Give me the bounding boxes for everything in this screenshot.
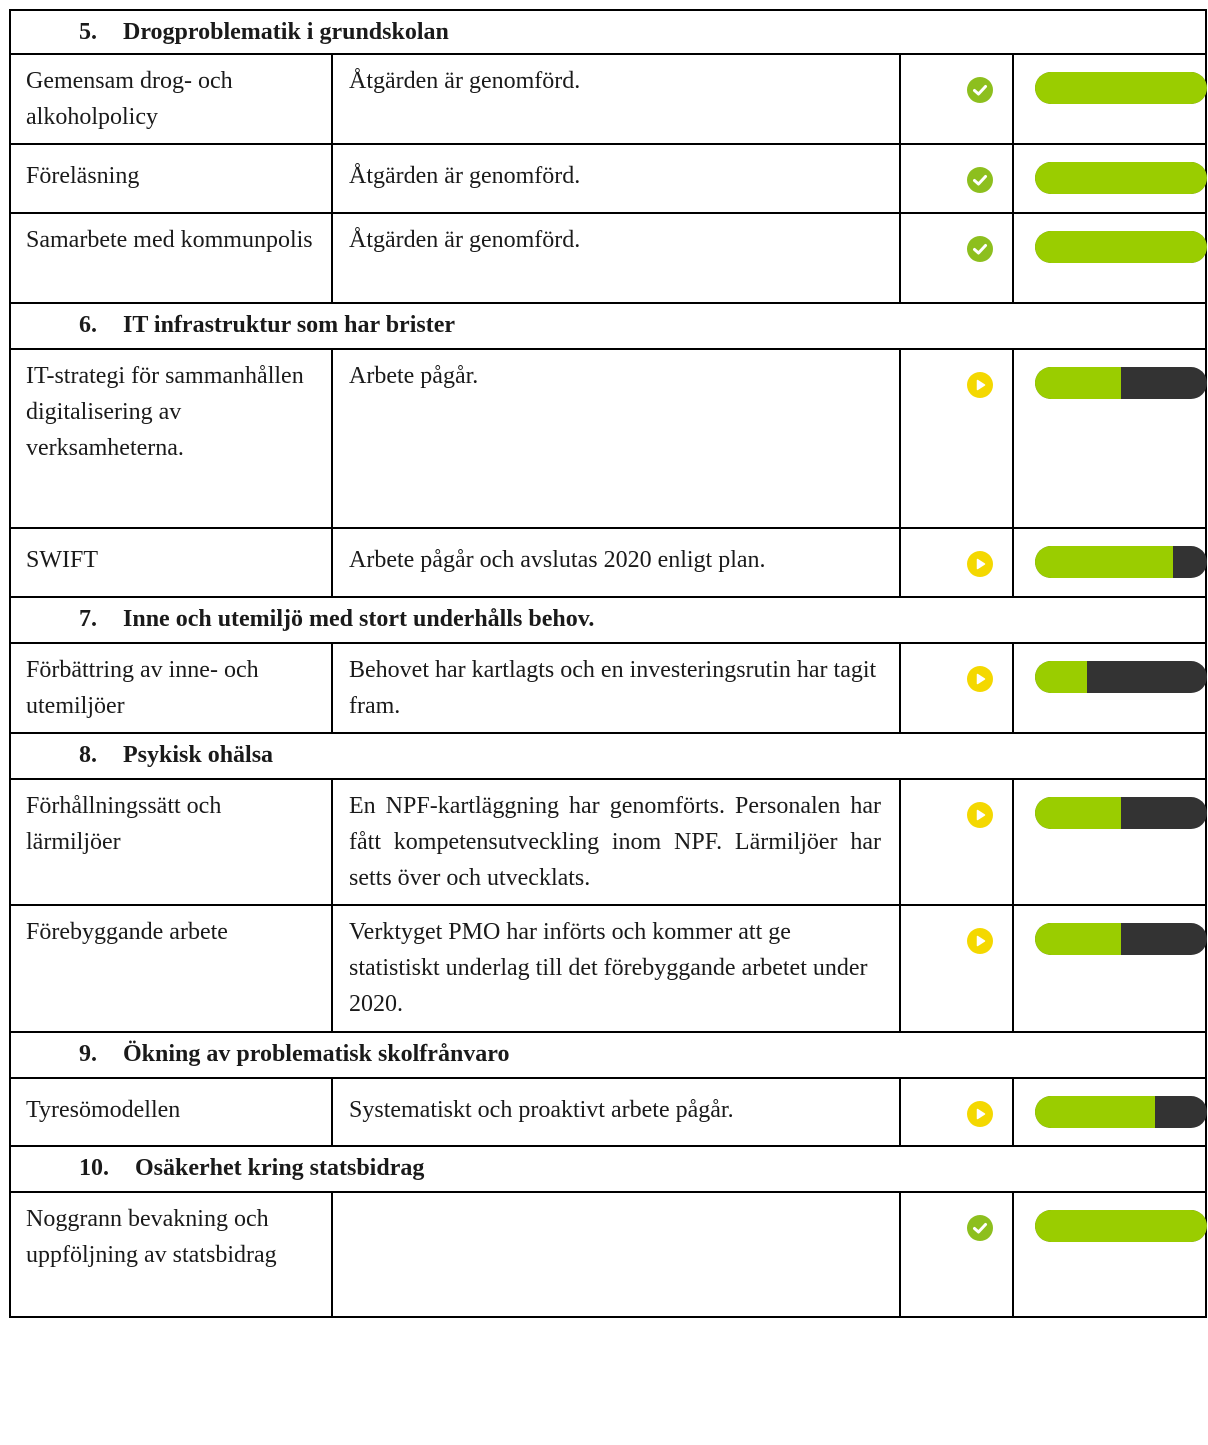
status-cell [899,644,1012,732]
progress-bar-fill [1035,72,1207,104]
status-cell [899,214,1012,302]
section-header [9,1147,1207,1193]
status-cell [899,1193,1012,1316]
status-cell [899,780,1012,904]
play-icon [967,551,993,577]
status-cell [899,350,1012,527]
section-number: 9. [79,1041,97,1067]
comment-cell: Åtgärden är genomförd. [331,214,899,302]
measure-cell: IT-strategi för sammanhållen digitalisering av verksamheterna. [9,350,331,527]
section-header [9,598,1207,644]
progress-bar-fill [1035,797,1121,829]
section-header [9,304,1207,350]
section-title: Psykisk ohälsa [123,742,274,768]
table-row [9,350,1207,529]
table-row [9,1079,1207,1147]
status-cell [899,55,1012,143]
section-title: Inne och utemiljö med stort underhålls behov. [123,606,595,632]
progress-bar-fill [1035,231,1207,263]
progress-cell [1012,1079,1207,1145]
progress-bar [1035,923,1207,955]
comment-cell: Arbete pågår. [331,350,899,527]
play-icon [967,666,993,692]
measure-cell: Noggrann bevakning och uppföljning av statsbidrag [9,1193,331,1316]
status-cell [899,145,1012,212]
progress-bar [1035,661,1207,693]
progress-cell [1012,350,1207,527]
section-number: 10. [79,1155,109,1181]
measure-cell: Gemensam drog- och alkoholpolicy [9,55,331,143]
progress-cell [1012,906,1207,1031]
progress-bar-fill [1035,367,1121,399]
progress-bar-fill [1035,1210,1207,1242]
table-row [9,906,1207,1033]
measure-cell: Förebyggande arbete [9,906,331,1031]
progress-cell [1012,644,1207,732]
measure-cell: Förhållningssätt och lärmiljöer [9,780,331,904]
section-header [9,9,1207,55]
comment-cell: Arbete pågår och avslutas 2020 enligt plan. [331,529,899,596]
table-row [9,55,1207,145]
progress-cell [1012,529,1207,596]
measure-cell: Samarbete med kommunpolis [9,214,331,302]
table-row [9,529,1207,598]
section-title: Osäkerhet kring statsbidrag [135,1155,425,1181]
play-icon [967,928,993,954]
comment-cell [331,1193,899,1316]
progress-bar [1035,797,1207,829]
measure-cell: SWIFT [9,529,331,596]
comment-cell: En NPF-kartläggning har genomförts. Personalen har fått kompetensutveckling inom NPF. Lärmiljöer har setts över och utvecklats. [331,780,899,904]
section-header [9,734,1207,780]
table-row [9,644,1207,734]
comment-cell: Åtgärden är genomförd. [331,55,899,143]
status-cell [899,1079,1012,1145]
check-icon [967,77,993,103]
check-icon [967,167,993,193]
progress-cell [1012,1193,1207,1316]
table-row [9,214,1207,304]
table-row [9,780,1207,906]
measure-cell: Förbättring av inne- och utemiljöer [9,644,331,732]
measure-cell: Föreläsning [9,145,331,212]
progress-bar [1035,546,1207,578]
section-number: 7. [79,606,97,632]
progress-bar [1035,1096,1207,1128]
measure-cell: Tyresömodellen [9,1079,331,1145]
play-icon [967,372,993,398]
check-icon [967,1215,993,1241]
section-number: 8. [79,742,97,768]
comment-cell: Behovet har kartlagts och en investeringsrutin har tagit fram. [331,644,899,732]
progress-bar-fill [1035,923,1121,955]
section-title: Ökning av problematisk skolfrånvaro [123,1041,510,1067]
play-icon [967,802,993,828]
section-title: IT infrastruktur som har brister [123,312,456,338]
section-header [9,1033,1207,1079]
progress-bar-fill [1035,1096,1155,1128]
progress-bar [1035,1210,1207,1242]
progress-cell [1012,145,1207,212]
progress-bar [1035,367,1207,399]
comment-cell: Systematiskt och proaktivt arbete pågår. [331,1079,899,1145]
progress-cell [1012,780,1207,904]
check-icon [967,236,993,262]
progress-bar [1035,162,1207,194]
comment-cell: Verktyget PMO har införts och kommer att ge statistiskt underlag till det förebyggande arbetet under 2020. [331,906,899,1031]
status-cell [899,529,1012,596]
progress-bar [1035,231,1207,263]
progress-bar-fill [1035,162,1207,194]
progress-cell [1012,214,1207,302]
progress-bar-fill [1035,546,1173,578]
play-icon [967,1101,993,1127]
status-cell [899,906,1012,1031]
progress-cell [1012,55,1207,143]
comment-cell: Åtgärden är genomförd. [331,145,899,212]
table-row [9,145,1207,214]
section-number: 5. [79,19,97,45]
progress-bar-fill [1035,661,1087,693]
section-title: Drogproblematik i grundskolan [123,19,449,45]
progress-bar [1035,72,1207,104]
section-number: 6. [79,312,97,338]
table-row [9,1193,1207,1318]
status-table [9,9,1207,1318]
